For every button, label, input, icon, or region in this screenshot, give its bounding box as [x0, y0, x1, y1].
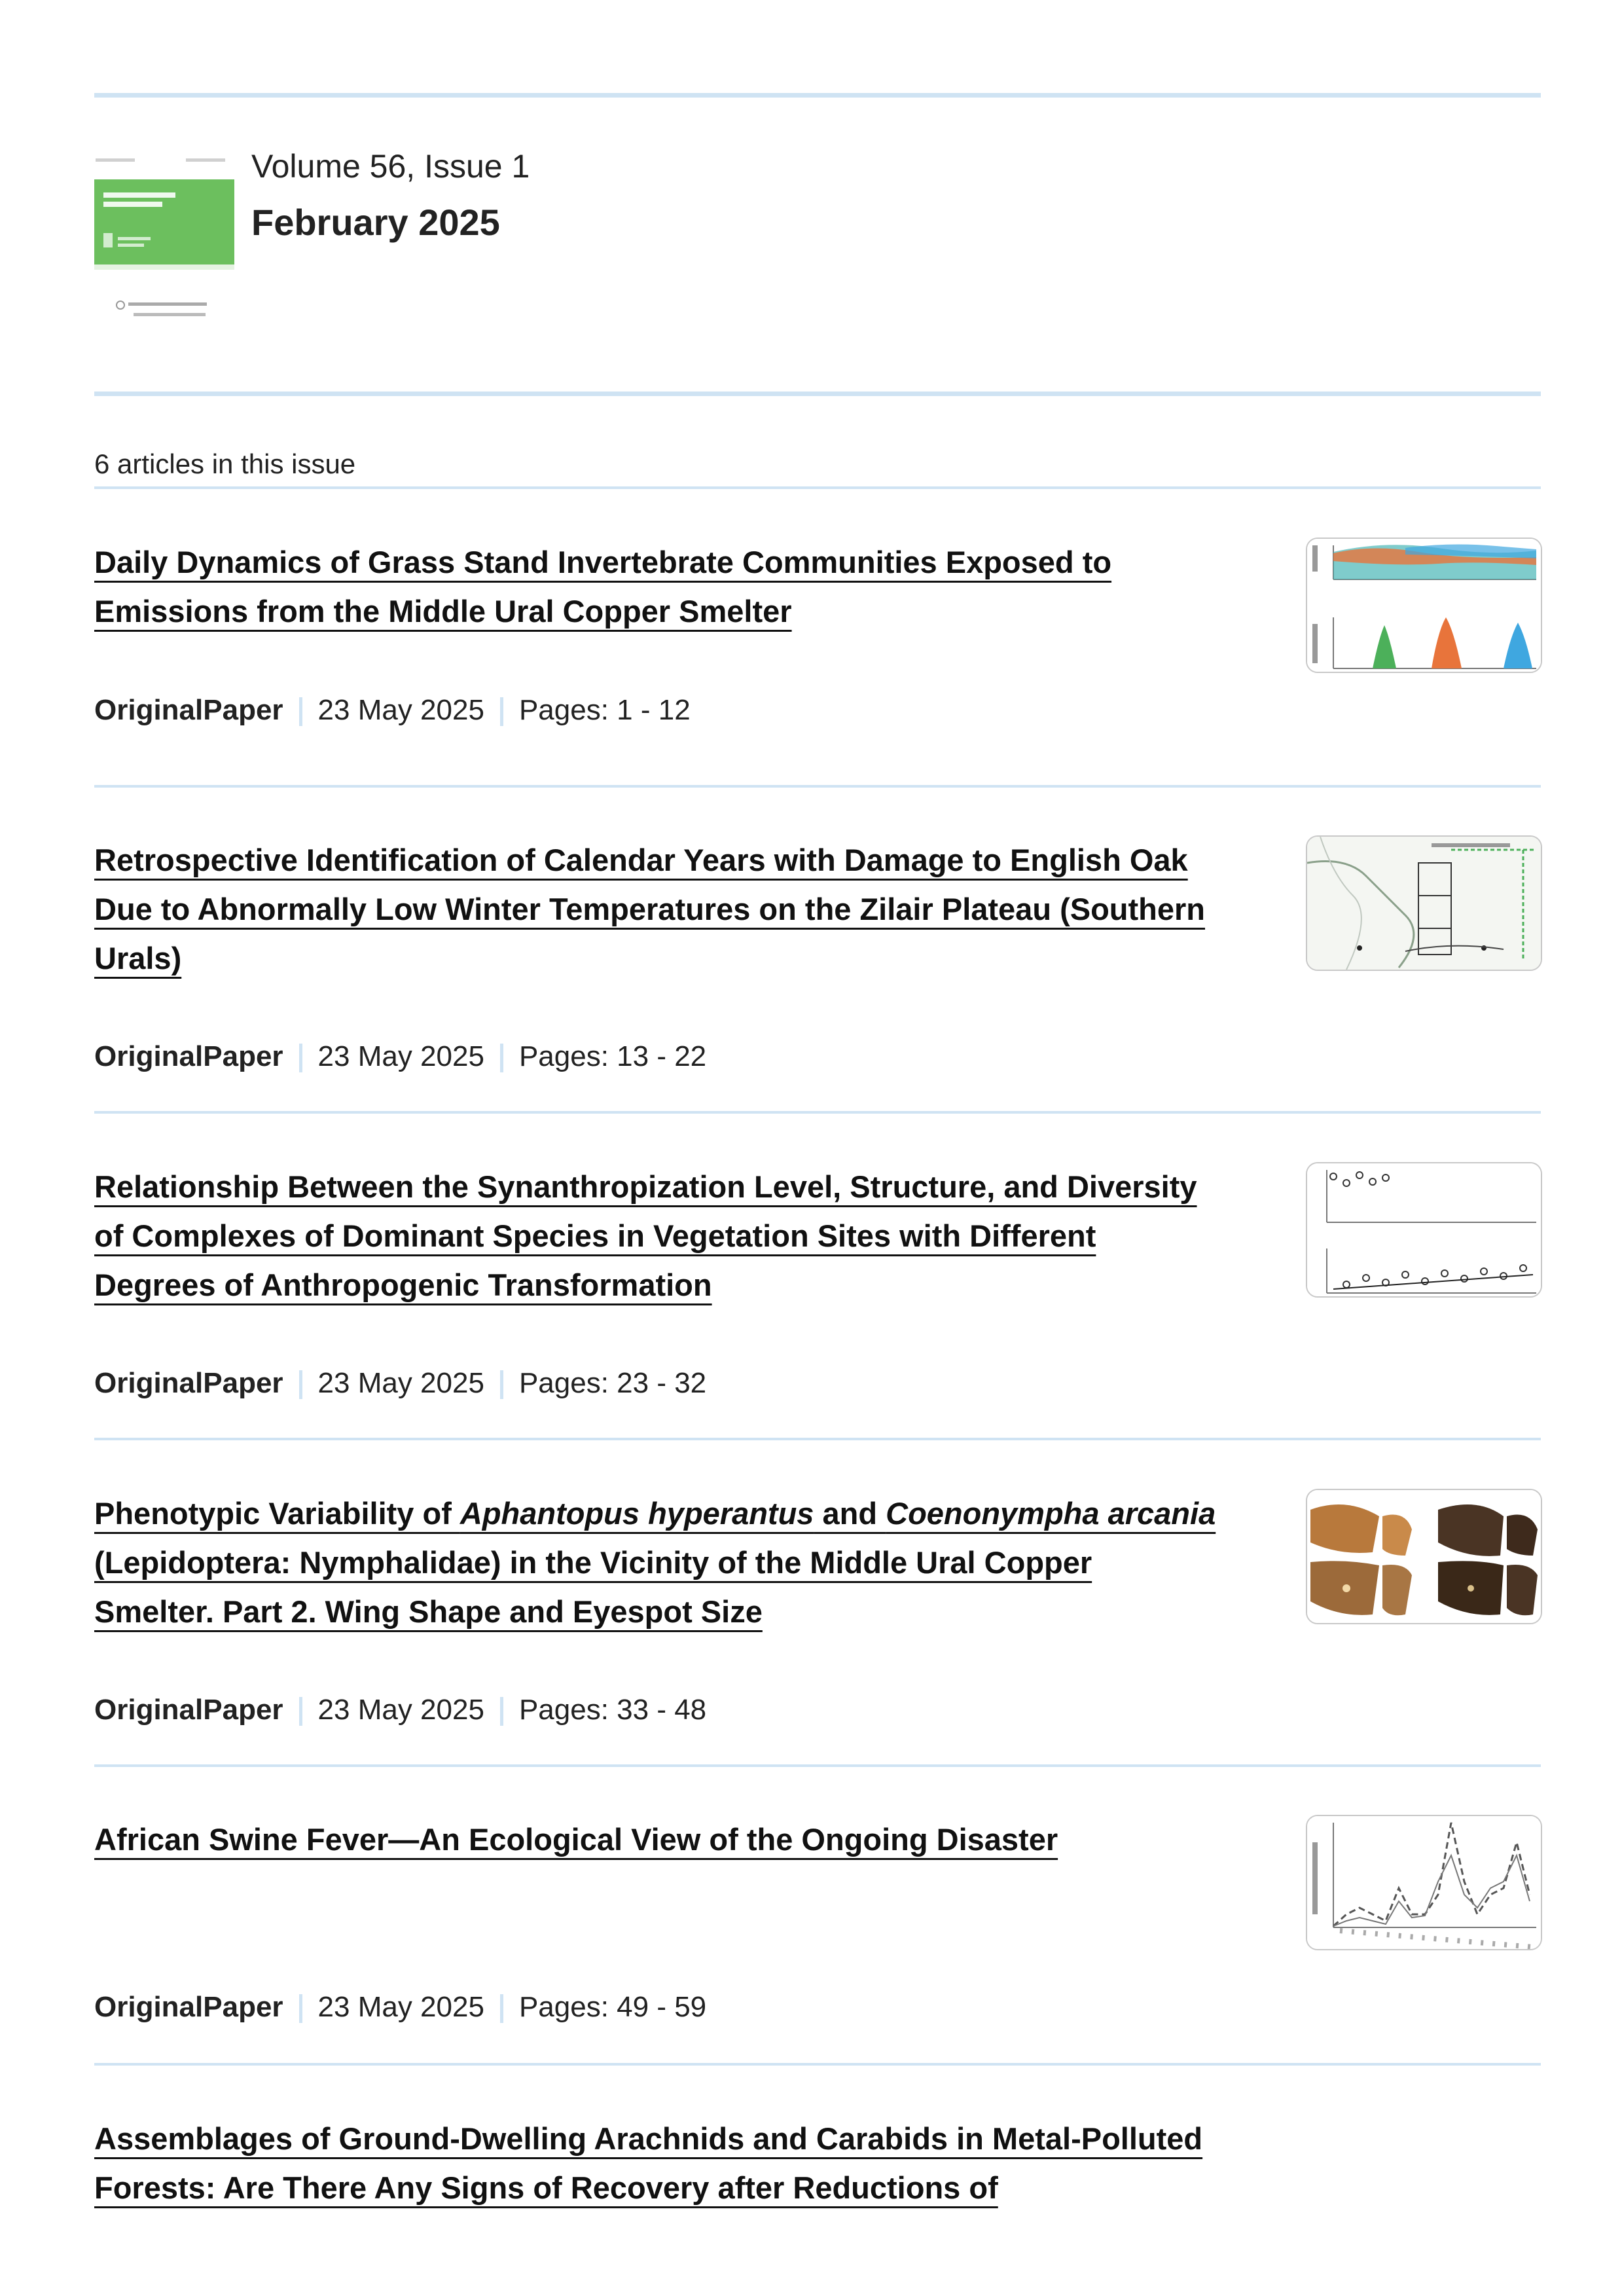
title-species-name: Aphantopus hyperantus: [460, 1496, 814, 1531]
article-type: OriginalPaper: [94, 1367, 283, 1399]
article-count: 6 articles in this issue: [94, 448, 356, 479]
article-date: 23 May 2025: [317, 1694, 484, 1726]
article-date: 23 May 2025: [317, 1991, 484, 2023]
article-type: OriginalPaper: [94, 694, 283, 726]
article-date: 23 May 2025: [317, 694, 484, 726]
article-type: OriginalPaper: [94, 1694, 283, 1726]
article-divider: [94, 2063, 1541, 2066]
article-meta: [94, 1692, 706, 1728]
title-species-name: Coenonympha arcania: [886, 1496, 1216, 1531]
article-meta: [94, 1365, 706, 1402]
meta-separator: [500, 1994, 503, 2023]
meta-separator: [299, 1994, 302, 2023]
area-chart-thumbnail[interactable]: [1306, 538, 1542, 673]
article-pages: Pages: 13 - 22: [518, 1040, 707, 1072]
issue-volume: Volume 56, Issue 1: [251, 148, 530, 185]
article-pages: Pages: 23 - 32: [518, 1367, 707, 1399]
article-title-link[interactable]: Daily Dynamics of Grass Stand Invertebrate Communities Exposed to Emissions from the Middle Ural Copper Smelter: [94, 545, 1112, 629]
title-part: Phenotypic Variability of: [94, 1496, 460, 1531]
article-title-link[interactable]: Relationship Between the Synanthropization Level, Structure, and Diversity of Complexes of Dominant Species in Vegetation Sites with Different Degrees of Anthropogenic Transformation: [94, 1169, 1197, 1302]
article-pages: Pages: 49 - 59: [518, 1991, 707, 2023]
map-thumbnail[interactable]: [1306, 835, 1542, 971]
meta-separator: [500, 1370, 503, 1399]
article-title: [94, 1162, 1220, 1309]
meta-separator: [299, 1044, 302, 1072]
article-type: OriginalPaper: [94, 1040, 283, 1072]
meta-separator: [500, 1697, 503, 1726]
article-title: [94, 1815, 1220, 1864]
article-divider: [94, 785, 1541, 788]
article-divider: [94, 1438, 1541, 1440]
scatter-plot-thumbnail[interactable]: [1306, 1162, 1542, 1298]
article-title-link[interactable]: Retrospective Identification of Calendar Years with Damage to English Oak Due to Abnormally Low Winter Temperatures on the Zilair Plateau (Southern Urals): [94, 843, 1206, 975]
journal-cover-image[interactable]: [94, 156, 234, 327]
article-title: [94, 538, 1220, 636]
article-meta: [94, 1989, 706, 2026]
article-divider: [94, 1111, 1541, 1114]
butterfly-wings-thumbnail[interactable]: [1306, 1489, 1542, 1624]
article-type: OriginalPaper: [94, 1991, 283, 2023]
article-title: [94, 1489, 1220, 1636]
meta-separator: [299, 1370, 302, 1399]
meta-separator: [299, 1697, 302, 1726]
list-divider: [94, 486, 1541, 489]
article-date: 23 May 2025: [317, 1367, 484, 1399]
article-pages: Pages: 1 - 12: [518, 694, 691, 726]
meta-separator: [500, 1044, 503, 1072]
article-divider: [94, 1764, 1541, 1767]
article-title-link[interactable]: African Swine Fever—An Ecological View of the Ongoing Disaster: [94, 1822, 1058, 1857]
article-date: 23 May 2025: [317, 1040, 484, 1072]
article-meta: [94, 1038, 706, 1075]
article-title: [94, 835, 1220, 983]
title-part: (Lepidoptera: Nymphalidae) in the Vicinity of the Middle Ural Copper Smelter. Part 2. Wing Shape and Eyespot Size: [94, 1545, 1092, 1629]
header-divider: [94, 392, 1541, 396]
article-title-link[interactable]: [94, 1496, 1216, 1629]
article-pages: Pages: 33 - 48: [518, 1694, 707, 1726]
article-title-link[interactable]: Assemblages of Ground-Dwelling Arachnids and Carabids in Metal-Polluted Forests: Are There Any Signs of Recovery after Reductions of: [94, 2121, 1203, 2205]
line-chart-thumbnail[interactable]: [1306, 1815, 1542, 1950]
meta-separator: [500, 697, 503, 726]
article-title: [94, 2114, 1220, 2212]
meta-separator: [299, 697, 302, 726]
title-part: and: [814, 1496, 886, 1531]
issue-date: February 2025: [251, 202, 500, 243]
top-divider: [94, 93, 1541, 98]
article-meta: [94, 692, 691, 729]
